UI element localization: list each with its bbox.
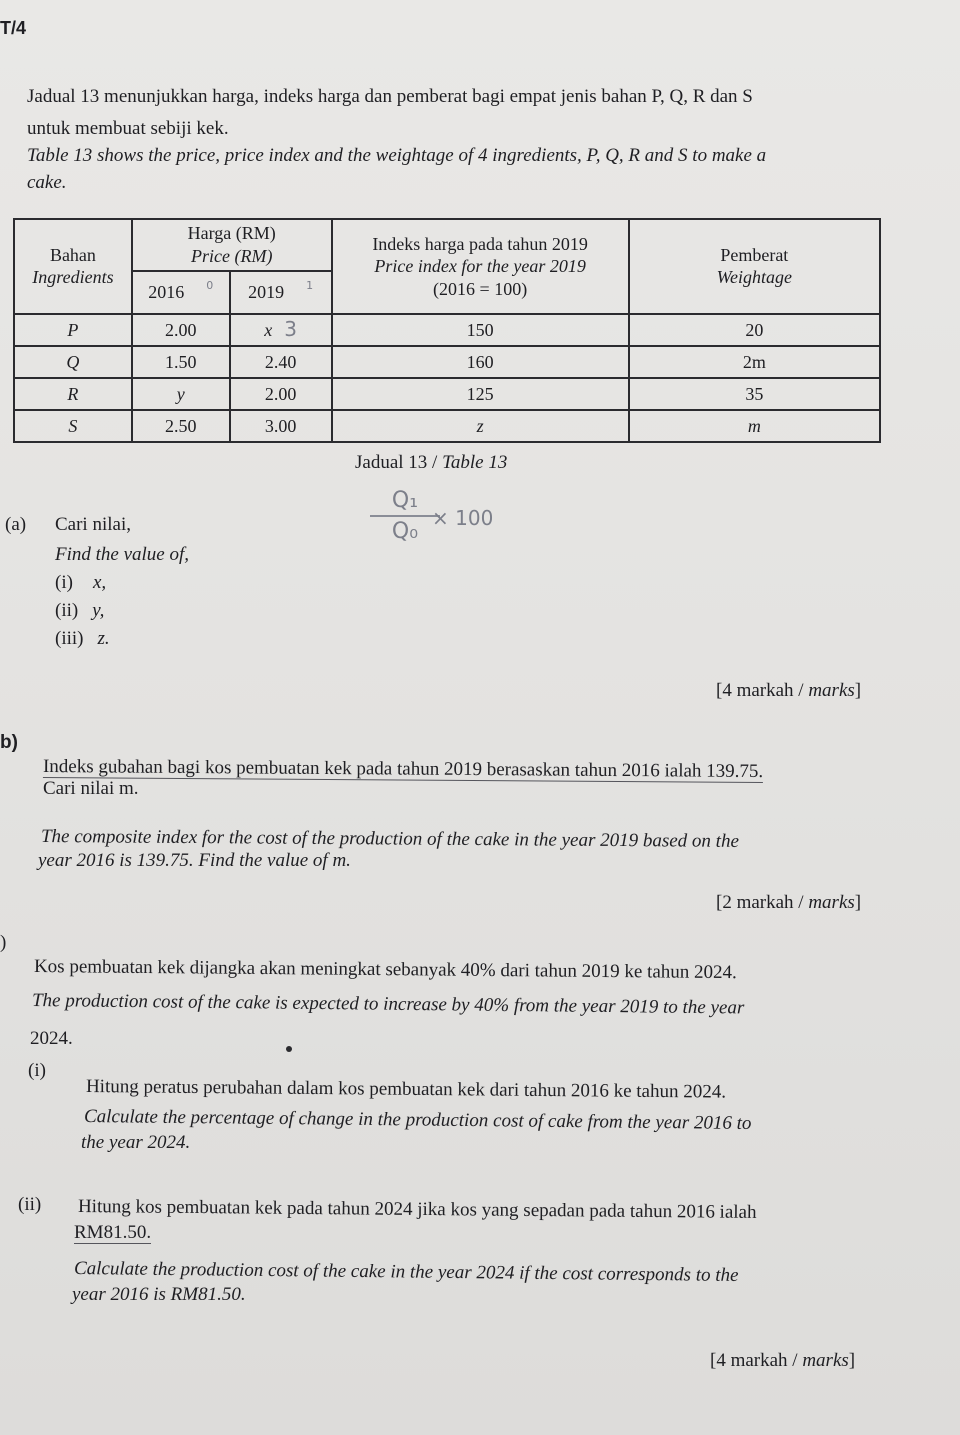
- part-c-i-ms: Hitung peratus perubahan dalam kos pembuatan kek dari tahun 2016 ke tahun 2024.: [85, 1076, 727, 1103]
- part-a-item-ii: (ii) y,: [55, 600, 105, 621]
- part-b-en-line1: The composite index for the cost of the production of the cake in the year 2019 based on the: [40, 826, 739, 852]
- part-c-en-line2: 2024.: [30, 1028, 73, 1049]
- table-row: [14, 314, 880, 346]
- part-b-en-line2: year 2016 is 139.75. Find the value of m.: [38, 850, 351, 871]
- part-c-label: ): [0, 932, 7, 953]
- cell-price-2016: 2.50: [132, 410, 230, 442]
- part-c-ii-ms2: RM81.50.: [74, 1222, 152, 1243]
- part-b-marks: [2 markah / marks]: [716, 892, 862, 913]
- cell-index: 125: [332, 378, 629, 410]
- header-ingredients: Bahan Ingredients: [14, 219, 132, 314]
- table-caption: Jadual 13 / Table 13: [355, 452, 508, 473]
- cell-price-2016: 1.50: [132, 346, 230, 378]
- pen-dot: [286, 1046, 292, 1052]
- part-a-label: (a): [5, 514, 27, 535]
- handwritten-mark-2019: 1: [306, 279, 314, 293]
- part-a-item-iii: (iii) z.: [55, 628, 110, 649]
- handwritten-mark-x: 3: [284, 317, 298, 342]
- header-weightage: Pemberat Weightage: [629, 219, 880, 314]
- header-year-2016: 2016 $^0$: [132, 271, 230, 314]
- part-a-marks: [4 markah / marks]: [716, 680, 862, 701]
- part-c-marks: [4 markah / marks]: [710, 1350, 856, 1371]
- handwritten-fraction: Q₁ Q₀: [370, 488, 440, 544]
- header-code: T/4: [0, 18, 27, 38]
- ingredients-table: [13, 218, 881, 443]
- part-c-ii-en2: year 2016 is RM81.50.: [72, 1284, 246, 1305]
- header-price: Harga (RM) Price (RM): [132, 219, 332, 271]
- handwritten-mark-2016: 0: [206, 279, 214, 293]
- cell-price-2016: y: [132, 378, 230, 410]
- cell-index: z: [332, 410, 629, 442]
- table-row: [14, 378, 880, 410]
- part-b-ms-line1: Indeks gubahan bagi kos pembuatan kek pada tahun 2019 berasaskan tahun 2016 ialah 139.75.: [42, 756, 764, 783]
- intro-en-line1: Table 13 shows the price, price index and the weightage of 4 ingredients, P, Q, R and S to make a: [27, 145, 767, 166]
- cell-weightage: 35: [629, 378, 880, 410]
- intro-ms-line2: untuk membuat sebiji kek.: [27, 118, 229, 139]
- table-row: [14, 346, 880, 378]
- part-c-i-label: (i): [28, 1060, 46, 1081]
- part-a-item-i: (i) x,: [55, 572, 107, 593]
- table-row: [14, 410, 880, 442]
- part-c-ii-en1: Calculate the production cost of the cake in the year 2024 if the cost corresponds to the: [73, 1258, 739, 1286]
- part-c-en-line1: The production cost of the cake is expected to increase by 40% from the year 2019 to the year: [31, 990, 745, 1019]
- cell-ingredient: S: [14, 410, 132, 442]
- cell-weightage: 2m: [629, 346, 880, 378]
- part-a-en: Find the value of,: [55, 544, 190, 565]
- cell-weightage: 20: [629, 314, 880, 346]
- cell-price-2019: x 3: [230, 314, 332, 346]
- cell-ingredient: Q: [14, 346, 132, 378]
- part-c-i-en1: Calculate the percentage of change in the production cost of cake from the year 2016 to: [83, 1106, 752, 1134]
- intro-en-line2: cake.: [27, 172, 67, 193]
- part-c-ii-label: (ii): [18, 1194, 42, 1215]
- cell-price-2019: 2.00: [230, 378, 332, 410]
- cell-index: 160: [332, 346, 629, 378]
- cell-weightage: m: [629, 410, 880, 442]
- intro-ms-line1: Jadual 13 menunjukkan harga, indeks harga dan pemberat bagi empat jenis bahan P, Q, R dan S: [27, 86, 753, 107]
- handwritten-times-100: × 100: [432, 506, 494, 530]
- part-c-ms-line: Kos pembuatan kek dijangka akan meningkat sebanyak 40% dari tahun 2019 ke tahun 2024.: [33, 956, 737, 984]
- cell-price-2019: 3.00: [230, 410, 332, 442]
- part-c-i-en2: the year 2024.: [81, 1132, 191, 1153]
- cell-ingredient: P: [14, 314, 132, 346]
- cell-ingredient: R: [14, 378, 132, 410]
- cell-price-2019: 2.40: [230, 346, 332, 378]
- cell-price-2016: 2.00: [132, 314, 230, 346]
- header-year-2019: 2019 $^1$: [230, 271, 332, 314]
- cell-index: 150: [332, 314, 629, 346]
- part-c-ii-ms1: Hitung kos pembuatan kek pada tahun 2024 jika kos yang sepadan pada tahun 2016 ialah: [77, 1196, 757, 1223]
- part-b-label: b): [0, 732, 18, 753]
- part-a-ms: Cari nilai,: [55, 514, 131, 535]
- header-price-index: Indeks harga pada tahun 2019 Price index for the year 2019 (2016 = 100): [332, 219, 629, 314]
- part-b-ms-line2: Cari nilai m.: [43, 778, 139, 799]
